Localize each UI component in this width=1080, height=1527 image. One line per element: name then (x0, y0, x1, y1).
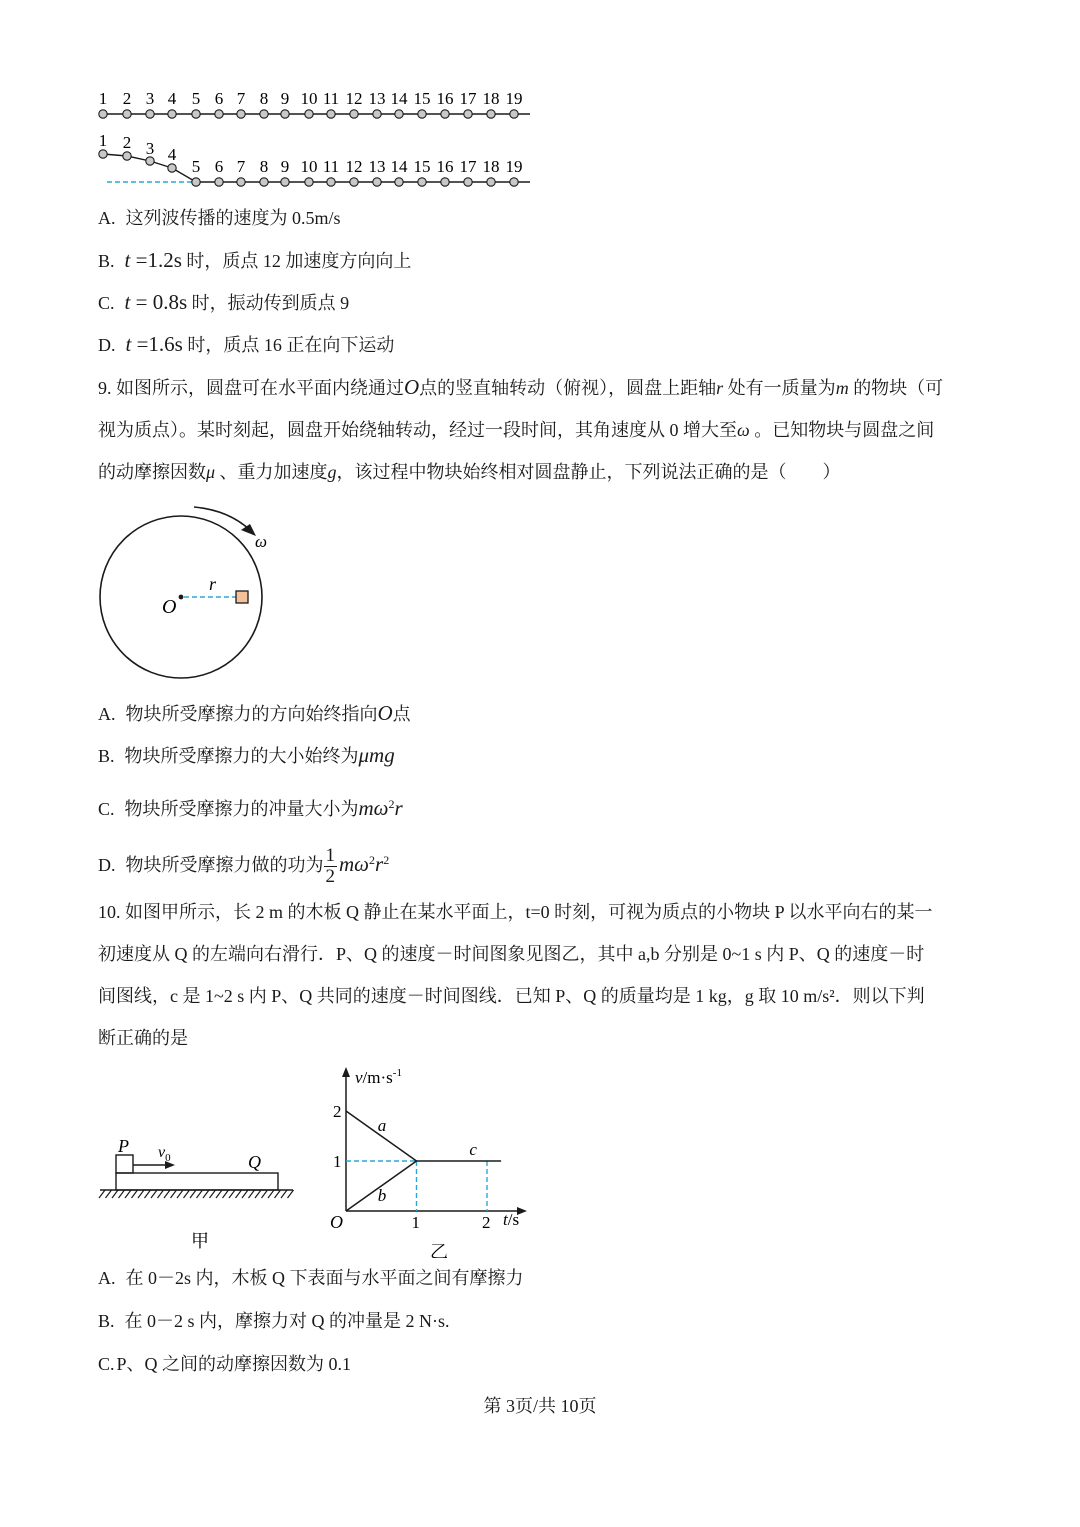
svg-text:13: 13 (368, 157, 386, 176)
q9-option-c: C. 物块所受摩擦力的冲量大小为$m\omega^2r$ (98, 796, 403, 820)
svg-text:O: O (330, 1212, 343, 1232)
svg-text:甲: 甲 (191, 1231, 209, 1251)
particle (192, 178, 200, 186)
svg-text:10: 10 (300, 157, 318, 176)
svg-text:12: 12 (345, 89, 363, 108)
page-footer: 第 3页/共 10页 (483, 1396, 597, 1416)
wave-row-initial (99, 89, 530, 118)
wave-row-later (99, 131, 530, 186)
q8-option-a: A. 这列波传播的速度为 0.5m/s (98, 208, 341, 228)
block-icon (236, 591, 248, 603)
omega-label: ω (255, 532, 268, 551)
particle (487, 178, 495, 186)
particle (237, 178, 245, 186)
svg-text:12: 12 (345, 157, 363, 176)
particle (123, 110, 131, 118)
svg-text:4: 4 (167, 145, 177, 164)
y-axis-arrow-icon (342, 1067, 350, 1077)
particle (510, 110, 518, 118)
svg-text:9: 9 (280, 89, 290, 108)
svg-text:9: 9 (280, 157, 290, 176)
rotation-arrow-icon (241, 524, 256, 536)
svg-text:c: c (469, 1140, 477, 1159)
svg-text:4: 4 (167, 89, 177, 108)
q8-option-d: D. t =1.6s 时，质点 16 正在向下运动 (98, 332, 395, 356)
particle (350, 110, 358, 118)
q10-stem-line-4: 断正确的是 (98, 1028, 188, 1048)
q9-option-d: D. 物块所受摩擦力做的功为 $\frac{1}{2}$ $m\omega^2r^2$ (98, 845, 390, 888)
svg-text:2: 2 (122, 89, 132, 108)
svg-text:13: 13 (368, 89, 386, 108)
svg-text:2: 2 (482, 1213, 491, 1232)
q9-stem-line-1: 9. 如图所示，圆盘可在水平面内绕通过O点的竖直轴转动（俯视），圆盘上距轴r 处有一质量为m 的物块（可 (98, 375, 944, 399)
svg-text:乙: 乙 (430, 1242, 448, 1258)
particle (510, 178, 518, 186)
svg-text:18: 18 (482, 89, 500, 108)
svg-text:3: 3 (145, 139, 155, 158)
svg-text:11: 11 (322, 157, 340, 176)
svg-text:5: 5 (191, 89, 201, 108)
svg-text:6: 6 (214, 89, 224, 108)
wave-particle-figure (90, 84, 540, 194)
svg-text:19: 19 (505, 157, 523, 176)
particle (373, 178, 381, 186)
svg-text:14: 14 (390, 89, 408, 108)
radius-label: r (209, 574, 217, 594)
center-label: O (162, 596, 177, 618)
particle (99, 150, 107, 158)
q9-option-a: A. 物块所受摩擦力的方向始终指向O点 (98, 701, 411, 725)
svg-text:15: 15 (413, 89, 431, 108)
q8-option-c: C. t = 0.8s 时，振动传到质点 9 (98, 290, 350, 314)
q10-stem-line-2: 初速度从 Q 的左端向右滑行．P、Q 的速度－时间图象见图乙，其中 a,b 分别是 0~1 s 内 P、Q 的速度－时 (98, 944, 925, 964)
particle (215, 178, 223, 186)
particle (305, 178, 313, 186)
q10-option-a: A. 在 0－2s 内，木板 Q 下表面与水平面之间有摩擦力 (98, 1268, 524, 1288)
particle (418, 110, 426, 118)
q10-stem-line-1: 10. 如图甲所示，长 2 m 的木板 Q 静止在某水平面上，t=0 时刻，可视为质点的小物块 P 以水平向右的某一 (98, 902, 933, 922)
svg-text:17: 17 (459, 157, 477, 176)
svg-text:17: 17 (459, 89, 477, 108)
svg-text:5: 5 (191, 157, 201, 176)
y-axis-label: $v/m\cdot s^{-1}$ (355, 1067, 402, 1087)
svg-text:6: 6 (214, 157, 224, 176)
particle (350, 178, 358, 186)
svg-text:1: 1 (98, 131, 108, 150)
svg-text:10: 10 (300, 89, 318, 108)
particle (281, 178, 289, 186)
svg-text:19: 19 (505, 89, 523, 108)
svg-text:8: 8 (259, 89, 269, 108)
particle (146, 110, 154, 118)
particle (327, 178, 335, 186)
particle (168, 164, 176, 172)
x-axis-label: t/s (503, 1210, 520, 1229)
svg-text:v0: $v_0$ (158, 1144, 171, 1164)
particle (123, 152, 131, 160)
svg-text:a: a (377, 1116, 387, 1135)
svg-text:16: 16 (436, 157, 454, 176)
svg-text:7: 7 (236, 157, 246, 176)
svg-text:18: 18 (482, 157, 500, 176)
particle (373, 110, 381, 118)
particle (305, 110, 313, 118)
svg-text:P: P (118, 1136, 129, 1156)
svg-text:2: 2 (333, 1102, 342, 1121)
particle (441, 110, 449, 118)
rotating-disc-figure (90, 500, 290, 690)
particle (441, 178, 449, 186)
fraction-one-half: $\frac{1}{2}$ (325, 845, 335, 888)
q8-option-b: B. t =1.2s 时，质点 12 加速度方向向上 (98, 248, 412, 272)
svg-text:7: 7 (236, 89, 246, 108)
particle (168, 110, 176, 118)
q10-option-b: B. 在 0－2 s 内，摩擦力对 Q 的冲量是 2 N·s. (98, 1311, 450, 1331)
particle (487, 110, 495, 118)
chart-series (333, 1102, 501, 1232)
svg-text:1: 1 (411, 1213, 420, 1232)
svg-text:3: 3 (145, 89, 155, 108)
q10-stem-line-3: 间图线，c 是 1~2 s 内 P、Q 共同的速度－时间图线．已知 P、Q 的质量均是 1 kg，g 取 10 m/s²．则以下判 (98, 986, 925, 1006)
particle (281, 110, 289, 118)
particle (237, 110, 245, 118)
svg-text:11: 11 (322, 89, 340, 108)
particle (395, 110, 403, 118)
svg-text:16: 16 (436, 89, 454, 108)
q9-option-b: B. 物块所受摩擦力的大小始终为μmg (98, 743, 395, 767)
q9-stem-line-2: 视为质点）。某时刻起，圆盘开始绕轴转动，经过一段时间，其角速度从 0 增大至ω 。已知物块与圆盘之间 (98, 420, 935, 440)
particle (99, 110, 107, 118)
particle (215, 110, 223, 118)
svg-text:Q: Q (248, 1152, 261, 1172)
svg-text:14: 14 (390, 157, 408, 176)
q9-stem-line-3: 的动摩擦因数μ 、重力加速度g，该过程中物块始终相对圆盘静止，下列说法正确的是（ ） (98, 462, 841, 482)
ground-hatch (99, 1190, 294, 1198)
particle (146, 157, 154, 165)
svg-text:8: 8 (259, 157, 269, 176)
particle (327, 110, 335, 118)
svg-text:1: 1 (333, 1152, 342, 1171)
svg-text:b: b (377, 1186, 387, 1205)
particle (260, 110, 268, 118)
svg-text:1: 1 (98, 89, 108, 108)
board-block-figure-jia (95, 1130, 305, 1260)
particle (464, 178, 472, 186)
particle (192, 110, 200, 118)
vt-chart-yi (325, 1063, 545, 1258)
svg-text:2: 2 (122, 133, 132, 152)
block-p (116, 1155, 133, 1173)
particle (260, 178, 268, 186)
svg-text:15: 15 (413, 157, 431, 176)
particle (464, 110, 472, 118)
particle (418, 178, 426, 186)
board-q (116, 1173, 278, 1190)
particle (395, 178, 403, 186)
q10-option-c: C. P、Q 之间的动摩擦因数为 0.1 (98, 1354, 352, 1374)
